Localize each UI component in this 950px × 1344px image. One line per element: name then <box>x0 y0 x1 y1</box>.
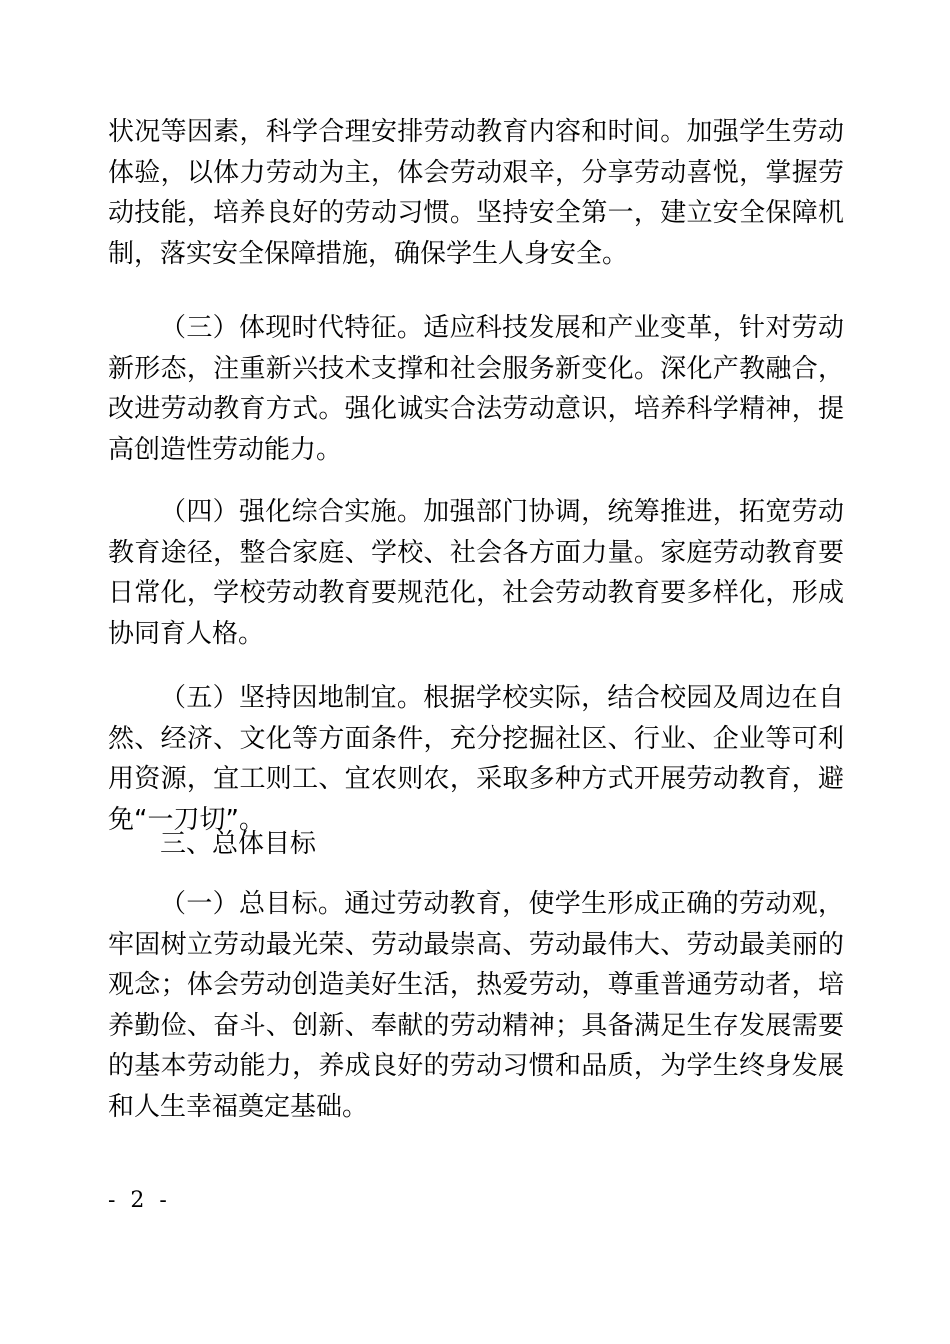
paragraph-text: 状况等因素，科学合理安排劳动教育内容和时间。加强学生劳动体验，以体力劳动为主，体会劳动艰辛，分享劳动喜悦，掌握劳动技能，培养良好的劳动习惯。坚持安全第一，建立安全保障机制，落实安全保障措施，确保学生人身安全。 <box>108 117 844 269</box>
paragraph-era-features <box>108 308 844 470</box>
paragraph-comprehensive <box>108 492 844 654</box>
paragraph-lead: （五）坚持因地制宜。 <box>160 683 424 713</box>
paragraph-lead: （一）总目标。 <box>160 889 345 919</box>
paragraph-lead: （四）强化综合实施。 <box>160 497 424 527</box>
paragraph-text: 加强部门协调，统筹推进，拓宽劳动教育途径，整合家庭、学校、社会各方面力量。家庭劳动教育要日常化，学校劳动教育要规范化，社会劳动教育要多样化，形成协同育人格。 <box>108 497 844 649</box>
section-heading: 三、总体目标 <box>160 829 317 859</box>
paragraph-overall-goal <box>108 884 844 1127</box>
page-number: - 2 - <box>108 1188 171 1213</box>
paragraph-lead: （三）体现时代特征。 <box>160 313 424 343</box>
paragraph-local-conditions <box>108 678 844 840</box>
paragraph-safety <box>108 112 844 274</box>
paragraph-text: 通过劳动教育，使学生形成正确的劳动观，牢固树立劳动最光荣、劳动最崇高、劳动最伟大、劳动最美丽的观念；体会劳动创造美好生活，热爱劳动，尊重普通劳动者，培养勤俭、奋斗、创新、奉献的劳动精神；具备满足生存发展需要的基本劳动能力，养成良好的劳动习惯和品质，为学生终身发展和人生幸福奠定基础。 <box>108 889 844 1122</box>
paragraph-text: 根据学校实际，结合校园及周边在自然、经济、文化等方面条件，充分挖掘社区、行业、企业等可利用资源，宜工则工、宜农则农，采取多种方式开展劳动教育，避免“一刀切”。 <box>108 683 844 835</box>
paragraph-text: 适应科技发展和产业变革，针对劳动新形态，注重新兴技术支撑和社会服务新变化。深化产教融合，改进劳动教育方式。强化诚实合法劳动意识，培养科学精神，提高创造性劳动能力。 <box>108 313 844 465</box>
